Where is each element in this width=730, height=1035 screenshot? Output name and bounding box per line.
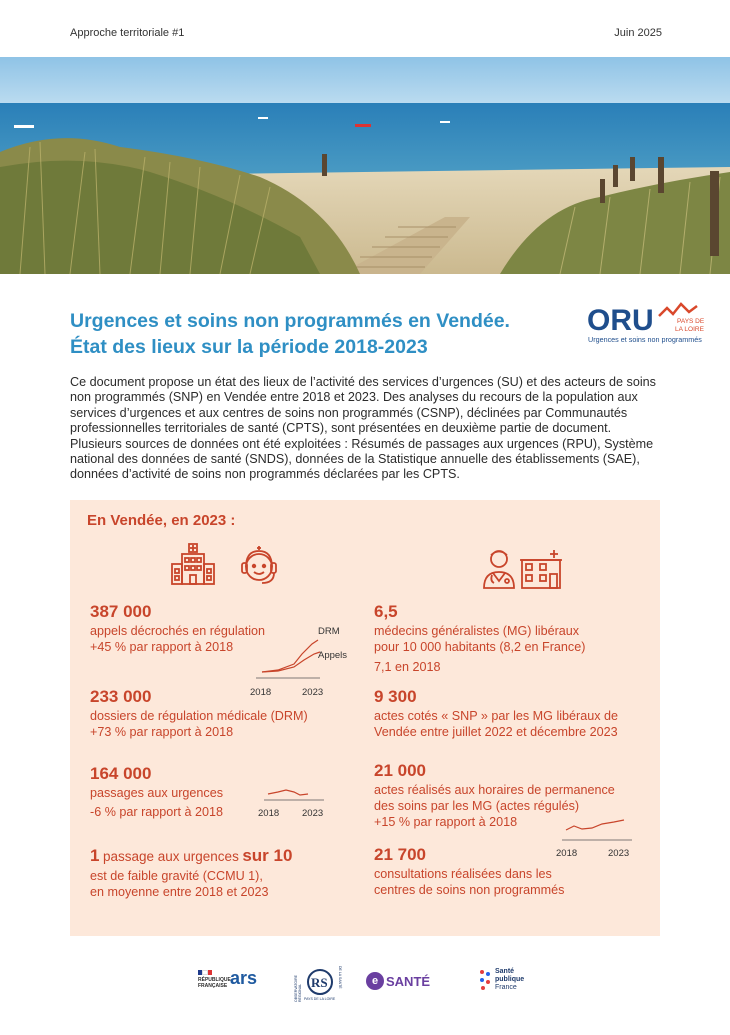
stat-drm-value: 233 000 — [90, 687, 152, 706]
stat-low-severity-value-b: sur 10 — [242, 846, 293, 865]
sparkline-permanence-start: 2018 — [556, 848, 578, 859]
stat-low-severity-value-a: 1 — [90, 846, 100, 865]
esante-e-icon: e — [366, 972, 384, 990]
rf-line-1: RÉPUBLIQUE — [198, 977, 231, 983]
ors-line-1: OBSERVATOIRE RÉGIONAL — [294, 975, 302, 1002]
sparkline-calls-label: Appels — [318, 650, 348, 661]
sparkline-permanence-line — [566, 820, 624, 830]
oru-logo-region-2: LA LOIRE — [675, 326, 704, 333]
stat-permanence-label2: des soins par les MG (actes régulés) — [374, 799, 580, 813]
stat-permanence-value: 21 000 — [374, 761, 426, 780]
french-flag-icon — [198, 970, 212, 975]
partner-logos — [0, 962, 730, 1007]
oru-logo-region-1: PAYS DE — [677, 318, 705, 325]
sparkline-emergency-start: 2018 — [258, 808, 280, 819]
intro-paragraph: Ce document propose un état des lieux de l’activité des services d’urgences (SU) et des acteurs de soins non programmés (SNP) en Vendée entre 2018 et 2023. Des analyses du recours de la population aux services d’urgences et aux centres de soins non programmés (CSNP), déclinées par Communautés professionnelles territoriales de santé (CPTS), sont présentées en deuxième partie de document. Plusieurs sources de données ont été exploitées : Résumés de passages aux urgences (RPU), Système national des données de santé (SNDS), données de la Statistique annuelle des établissements (SAE), données d’activité de soins non programmés déclarées par les CPTS. — [70, 375, 656, 482]
ars-logo: ars — [230, 968, 258, 988]
stat-csnp-value: 21 700 — [374, 845, 426, 864]
stat-low-severity-label: est de faible gravité (CCMU 1), — [90, 869, 263, 883]
stat-permanence-note: +15 % par rapport à 2018 — [374, 815, 518, 829]
oru-logo — [585, 300, 715, 348]
sparkline-regulation-end: 2023 — [302, 687, 324, 698]
stat-low-severity-text: passage aux urgences — [102, 849, 239, 864]
spf-dots-icon — [478, 968, 492, 992]
sparkline-emergency — [256, 782, 336, 822]
stat-drm — [90, 686, 308, 740]
stat-calls-note: +45 % par rapport à 2018 — [90, 640, 234, 654]
spf-line-1: Santé — [495, 968, 515, 975]
spf-line-2: publique — [495, 976, 525, 983]
sparkline-drm-label: DRM — [318, 626, 340, 637]
stat-snp-acts-value: 9 300 — [374, 687, 417, 706]
document-title — [70, 308, 570, 360]
oru-pulse-icon — [659, 304, 697, 316]
stat-gp-density-value: 6,5 — [374, 602, 398, 621]
stat-calls — [90, 601, 265, 655]
sparkline-regulation-start: 2018 — [250, 687, 272, 698]
clinic-building-icon — [518, 548, 564, 590]
panel-title: En Vendée, en 2023 : — [87, 512, 236, 529]
spf-line-3: France — [495, 984, 517, 991]
title-line-2: État des lieux sur la période 2018-2023 — [70, 336, 428, 358]
beach-dunes-image — [0, 57, 730, 274]
stat-snp-acts-label: actes cotés « SNP » par les MG libéraux de — [374, 709, 619, 723]
stat-snp-acts-label2: Vendée entre juillet 2022 et décembre 2023 — [374, 725, 618, 739]
sante-publique-france-logo — [478, 968, 524, 992]
stat-emergency-value: 164 000 — [90, 764, 152, 783]
stat-gp-density-note: 7,1 en 2018 — [374, 660, 441, 674]
sparkline-permanence — [552, 814, 642, 860]
stat-snp-acts — [374, 686, 618, 740]
header-series: Approche territoriale #1 — [70, 27, 185, 39]
svg-text:RS: RS — [311, 975, 328, 990]
stat-drm-label: dossiers de régulation médicale (DRM) — [90, 709, 308, 723]
hospital-icon — [170, 542, 216, 588]
stat-csnp — [374, 844, 564, 898]
republique-francaise-logo — [198, 970, 231, 989]
stat-calls-value: 387 000 — [90, 602, 152, 621]
title-line-1: Urgences et soins non programmés en Vendée. — [70, 310, 510, 332]
stat-permanence-label: actes réalisés aux horaires de permanence — [374, 783, 615, 797]
doctor-icon — [480, 547, 518, 589]
stat-csnp-label2: centres de soins non programmés — [374, 883, 565, 897]
cover-photo — [0, 57, 730, 274]
esante-wordmark: SANTÉ — [386, 973, 431, 989]
oru-logo-tagline: Urgences et soins non programmés — [588, 335, 702, 344]
esante-logo — [366, 972, 430, 990]
headset-operator-icon — [238, 545, 280, 589]
stat-gp-density — [374, 601, 585, 675]
ors-line-2: DE LA SANTÉ — [338, 966, 342, 989]
stat-csnp-label: consultations réalisées dans les — [374, 867, 552, 881]
stat-low-severity — [90, 845, 292, 900]
stat-low-severity-note: en moyenne entre 2018 et 2023 — [90, 885, 269, 899]
stat-calls-label: appels décrochés en régulation — [90, 624, 266, 638]
sparkline-calls-line — [262, 652, 320, 672]
sparkline-permanence-end: 2023 — [608, 848, 630, 859]
stat-gp-density-label: médecins généralistes (MG) libéraux — [374, 624, 580, 638]
stat-drm-note: +73 % par rapport à 2018 — [90, 725, 234, 739]
stat-emergency — [90, 763, 223, 820]
header-date: Juin 2025 — [614, 27, 662, 39]
ors-logo — [294, 964, 342, 1002]
sparkline-emergency-end: 2023 — [302, 808, 324, 819]
rf-line-2: FRANÇAISE — [198, 983, 228, 989]
key-figures-panel — [70, 500, 660, 936]
stat-emergency-label: passages aux urgences — [90, 786, 224, 800]
ors-line-3: PAYS DE LA LOIRE — [304, 997, 336, 1001]
sparkline-emergency-line — [268, 790, 308, 795]
stat-gp-density-label2: pour 10 000 habitants (8,2 en France) — [374, 640, 586, 654]
stat-emergency-note: -6 % par rapport à 2018 — [90, 805, 224, 819]
oru-logo-wordmark: ORU — [587, 304, 654, 337]
